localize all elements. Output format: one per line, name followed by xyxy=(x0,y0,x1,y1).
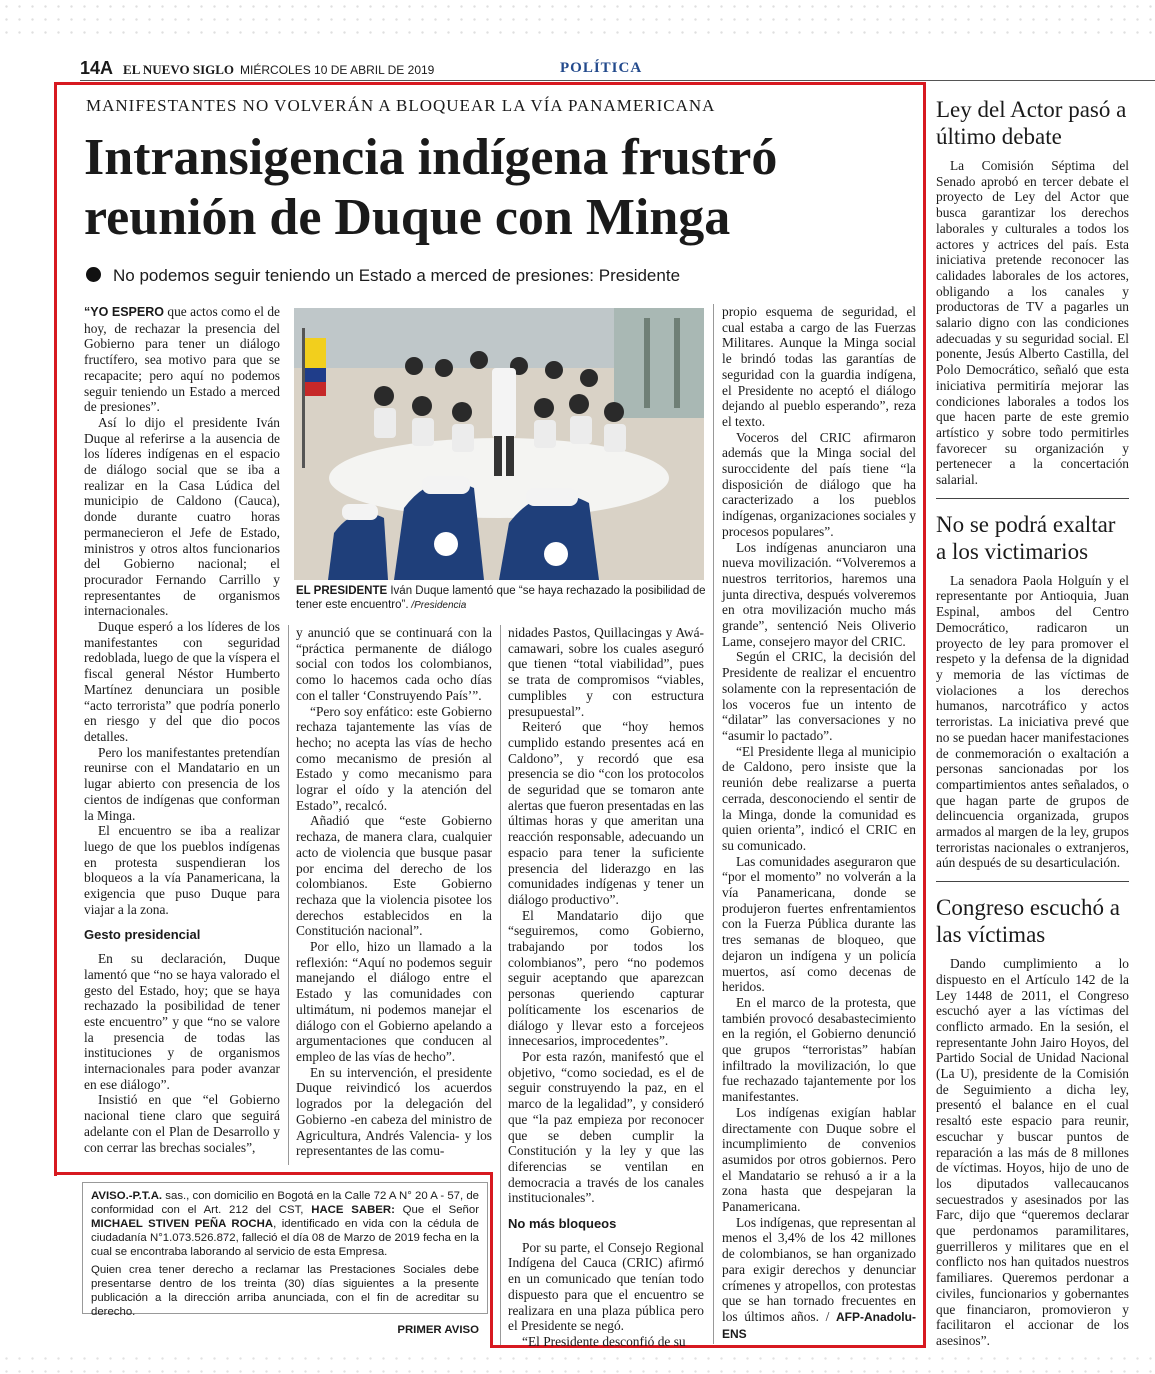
sidebar-story xyxy=(936,511,1129,871)
sidebar-story-body: La senadora Paola Holguín y el representante por Antioquia, Juan Espinal, ambos del Centro Democrático, radicaron un proyecto de ley para promover el respeto y la defensa de la dignidad y memoria de las víctimas de violaciones a los derechos humanos, narcotráfico y actos terroristas. La iniciativa prevé que no se puedan hacer manifestaciones de conmemoración o exaltación a personas sancionadas por los compartimientos antes señalados, o que hagan parte de grupos de delincuencia organizada, grupos armados al margen de la ley, grupos terroristas nacionales o extranjeros, aún después de su desarticulación. xyxy=(936,572,1129,871)
article-paragraph: Por ello, hizo un llamado a la reflexión: “Aquí no podemos seguir manejando el diálogo entre el Estado y las comunidades con ultimátum, ni podemos manejar el diálogo con el Gobierno apelando a argumentaciones que conducen al empleo de las vías de hecho”. xyxy=(296,939,492,1064)
page-folio xyxy=(80,58,434,79)
article-paragraph: “El Presidente desconfió de su xyxy=(522,1333,686,1349)
subheadline-text: No podemos seguir teniendo un Estado a merced de presiones: Presidente xyxy=(113,266,681,285)
article-paragraph: Insistió en que “el Gobierno nacional tiene claro que seguirá adelante con el Plan de Desarrollo y con cerrar las brechas sociales”, xyxy=(84,1092,280,1155)
article-paragraph: propio esquema de seguridad, el cual estaba a cargo de las Fuerzas Militares. Aunque la Minga social le brindó todas las garantías de seguridad con la guardia indígena, el Presidente no aceptó el diálogo dejando al pueblo esperando”, reza el texto. xyxy=(722,304,916,429)
article-paragraph: Por su parte, el Consejo Regional Indígena del Cauca (CRIC) afirmó en un comunicado que tenían todo dispuesto para que el encuentro se realizara en una plaza pública pero el Presidente se negó. xyxy=(508,1239,704,1334)
article-paragraph: Los indígenas anunciaron una nueva movilización. “Volveremos a nuestros territorios, haremos una junta directiva, después volveremos en otra movilización mucho más grande”, sentenció Neis Oliverio Lame, consejero mayor del CRIC. xyxy=(722,539,916,649)
article-paragraph: “Pero soy enfático: este Gobierno rechaza tajantemente las vías de hecho; no acepta las vías de hecho como mecanismo de presión al Estado y como mecanismo para lograr el oído y la atención del Estado”, recalcó. xyxy=(296,703,492,813)
article-paragraph: En su declaración, Duque lamentó que “no se haya valorado el gesto del Estado, hoy; que se haya rechazado la posibilidad de tener este encuentro” y que “no se valore la presencia de todas las instituciones y de organismos internacionales para poder avanzar en ese diálogo”. xyxy=(84,951,280,1092)
article-paragraph: “El Presidente llega al municipio de Caldono, pero insiste que la reunión debe realizarse a puerta cerrada, desconociendo el sentir de la Minga, donde la comunidad es quien orienta”, indicó el CRIC en su comunicado. xyxy=(722,743,916,853)
publication-name: EL NUEVO SIGLO xyxy=(123,62,235,77)
header-rule xyxy=(80,80,1155,81)
article-paragraph: Reiteró que “hoy hemos cumplido estando presentes acá en Caldono”, y recordó que esa presencia se dio “con los protocolos de seguridad que se tomaron ante alertas que fueron presentadas en las últimas horas y que ameritan una reacción responsable, adecuando un espacio para tener la suficiente presencia del liderazgo en las comunidades indígenas y tener un diálogo productivo”. xyxy=(508,719,704,907)
column-rule xyxy=(288,625,289,1165)
article-column-2 xyxy=(296,625,492,1159)
sidebar-story-title: Congreso escuchó a las víctimas xyxy=(936,895,1120,948)
article-paragraph: nidades Pastos, Quillacingas y Awá-camawari, sobre los cuales aseguró que tienen “total viabilidad”, pues se trata de compromisos “viables, cumplibles y con estructura presupuestal”. xyxy=(508,625,704,719)
column-rule xyxy=(713,304,714,1344)
sidebar-story-body: La Comisión Séptima del Senado aprobó en tercer debate el proyecto de Ley del Actor que busca garantizar los derechos laborales y culturales a todos los actores y actrices del país. Esta iniciativa pretende reconocer las calidades laborales de los actores, obligando a los canales y productoras de TV a pagarles un salario digno con las condiciones adecuadas y su seguridad social. El ponente, Jesús Alberto Castilla, del Polo Democrático, señaló que esta iniciativa permitiría mejorar las condiciones laborales a todos los que hacen parte de este gremio artístico y sobre todo permitirles favorecer su organización y pertenecer a la concertación salarial. xyxy=(936,158,1129,488)
notice-paragraph: AVISO.-P.T.A. sas., con domicilio en Bogotá en la Calle 72 A N° 20 A - 57, de conformidad con el Art. 212 del CST, HACE SABER: Que el Señor MICHAEL STIVEN PEÑA ROCHA, identificado en vida con la cédula de ciudadanía N°1.073.526.872, falleció el día 08 de Marzo de 2019 fecha en la cual se encontraba laborando al servicio de esta Empresa. xyxy=(91,1190,479,1258)
sidebar xyxy=(936,96,1129,1349)
column-rule xyxy=(500,625,501,1345)
legal-notice xyxy=(82,1182,488,1336)
scan-margin-bottom xyxy=(0,1352,1155,1374)
sidebar-story xyxy=(936,96,1129,488)
article-subheadline xyxy=(86,266,680,286)
article-signature: AFP-Anadolu-ENS xyxy=(722,1310,916,1341)
issue-date: MIÉRCOLES 10 DE ABRIL DE 2019 xyxy=(240,63,435,77)
article-column-1 xyxy=(84,304,280,1155)
page-number: 14A xyxy=(80,58,114,78)
article-paragraph: Por esta razón, manifestó que el objetivo, “como sociedad, es el de seguir construyendo la paz, en el marco de la legalidad”, y consideró que “la paz empieza por reconocer que se deben cumplir la Constitución y la ley y que las diferencias se ventilan en democracia a través de los canales institucionales”. xyxy=(508,1048,704,1206)
sidebar-story-body: Dando cumplimiento a lo dispuesto en el Artículo 142 de la Ley 1448 de 2011, el Congreso escuchó ayer a las víctimas del conflicto armado. En la sesión, el representante John Jairo Hoyos, del Partido Social de Unidad Nacional (La U), presidente de la Comisión de Seguimiento a dicha ley, presentó el balance en el cual resaltó este espacio para reunir, escuchar y buscar puntos de reparación a las más de 8 millones de víctimas. Hoyos, hijo de uno de los diputados vallecaucanos secuestrados y asesinados por las Farc, dijo que “queremos declarar que perdonamos paramilitares, guerrilleros y militares que en el conflicto nos han quitados nuestros familiares. Queremos perdonar a civiles, funcionarios y gobernantes que financiaron, promovieron y facilitaron el accionar de los asesinos”. xyxy=(936,956,1129,1348)
article-column-3 xyxy=(508,625,704,1350)
article-paragraph: En su intervención, el presidente Duque reivindicó los acuerdos logrados por la delegación del Gobierno -en cabeza del ministro de Agricultura, Andrés Valencia- y los representantes de las comu- xyxy=(296,1064,492,1159)
article-paragraph: Añadió que “este Gobierno rechaza, de manera clara, cualquier acto de violencia que busque pasar por encima del derecho de los colombianos. Este Gobierno rechaza que la violencia pisotee los derechos establecidos en la Constitución nacional”. xyxy=(296,813,492,939)
article-paragraph: Así lo dijo el presidente Iván Duque al referirse a la ausencia de los líderes indígenas en el espacio de diálogo social que se iba a realizar en la Casa Lúdica del municipio de Caldono (Cauca), donde durante cuatro horas permanecieron el Jefe de Estado, ministros y otros altos funcionarios del Gobierno nacional; el procurador Fernando Carrillo y representantes de organismos internacionales. xyxy=(84,414,280,619)
article-paragraph: Los indígenas exigían hablar directamente con Duque sobre el incumplimiento de convenios asumidos por otros gobiernos. Pero el Mandatario se rehusó a ir a la zona hasta que despejaran la Panamericana. xyxy=(722,1104,916,1215)
notice-footer: PRIMER AVISO xyxy=(397,1324,479,1336)
article-headline: Intransigencia indígena frustró reunión de Duque con Minga xyxy=(84,129,778,246)
photo-credit: /Presidencia xyxy=(408,600,467,611)
article-column-4 xyxy=(722,304,916,1342)
bullet-icon xyxy=(86,267,101,282)
sidebar-story-title: Ley del Actor pasó a último debate xyxy=(936,97,1127,149)
highlight-box-step xyxy=(54,1172,493,1175)
article-paragraph: Duque esperó a los líderes de los manifestantes con seguridad redoblada, luego de que la víspera el fiscal general Néstor Humberto Martínez denunciara un posible “acto terrorista” que podría ponerlo en riesgo y del que dio pocos detalles. xyxy=(84,619,280,744)
scan-margin-top xyxy=(0,0,1155,40)
article-paragraph: y anunció que se continuará con la “práctica permanente de diálogo social con todos los colombianos, como lo hacemos cada ocho días con el taller ‘Construyendo País’”. xyxy=(296,625,492,703)
article-paragraph: Las comunidades aseguraron que “por el momento” no volverán a la vía Panamericana, donde se produjeron fuertes enfrentamientos con la Fuerza Pública durante las tres semanas de bloqueo, que dejaron un indígena y un policía muertos, así como decenas de heridos. xyxy=(722,853,916,995)
article-paragraph: Pero los manifestantes pretendían reunirse con el Mandatario en un lugar abierto con presencia de los cientos de indígenas que conforman la Minga. xyxy=(84,744,280,823)
article-paragraph: En el marco de la protesta, que también provocó desabastecimiento en la región, el Gobierno denunció que grupos “terroristas” habían infiltrado la movilización, lo que fue rechazado tajantemente por los manifestantes. xyxy=(722,994,916,1105)
article-paragraph: “YO ESPERO que actos como el de hoy, de rechazar la presencia del Gobierno para tener un diálogo fructífero, sea motivo para que se recapacite; pero aquí no podemos seguir teniendo un Estado a merced de presiones”. xyxy=(84,304,280,415)
article-paragraph: Según el CRIC, la decisión del Presidente de realizar el encuentro solamente con la representación de los voceros fue un intento de “dilatar” las conversaciones y no “asumir lo pactado”. xyxy=(722,649,916,743)
notice-paragraph: Quien crea tener derecho a reclamar las Prestaciones Sociales debe presentarse dentro de los treinta (30) días siguientes a la presente publicación a la dirección arriba anunciada, con el fin de acreditar su derecho. xyxy=(91,1264,479,1318)
article-paragraph: El encuentro se iba a realizar luego de que los pueblos indígenas en protesta suspendieran los bloqueos a la vía Panamericana, la exigencia que puso Duque para viajar a la zona. xyxy=(84,823,280,917)
article-paragraph: El Mandatario dijo que “seguiremos, como Gobierno, trabajando por todos los colombianos”, pero “no podemos seguir aceptando que aparezcan personas queriendo capturar políticamente los escenarios de diálogo y llevar esto a forcejeos innecesarios, improcedentes”. xyxy=(508,907,704,1049)
sidebar-divider xyxy=(936,498,1129,499)
photo-caption: EL PRESIDENTE Iván Duque lamentó que “se haya rechazado la posibilidad de tener este encuentro”. /Presidencia xyxy=(296,585,706,611)
subhead: Gesto presidencial xyxy=(84,927,201,943)
article-photo xyxy=(294,308,704,580)
section-label: POLÍTICA xyxy=(560,60,643,76)
sidebar-divider xyxy=(936,881,1129,882)
sidebar-story xyxy=(936,894,1129,1349)
article-paragraph: Voceros del CRIC afirmaron además que la Minga social del suroccidente del país tiene “la disposición de diálogo que ha caracterizado a los pueblos indígenas, organizaciones sociales y procesos populares”. xyxy=(722,429,916,539)
article-paragraph: Los indígenas, que representan al menos el 3,4% de los 42 millones de colombianos, se han organizado para exigir derechos y denunciar crímenes y atropellos, con protestas que se han tornado frecuentes en los últimos años. / AFP-Anadolu-ENS xyxy=(722,1214,916,1341)
article-kicker: MANIFESTANTES NO VOLVERÁN A BLOQUEAR LA VÍA PANAMERICANA xyxy=(86,96,716,115)
lead-in: “YO ESPERO xyxy=(84,305,164,319)
subhead: No más bloqueos xyxy=(508,1216,617,1232)
sidebar-story-title: No se podrá exaltar a los victimarios xyxy=(936,511,1116,564)
